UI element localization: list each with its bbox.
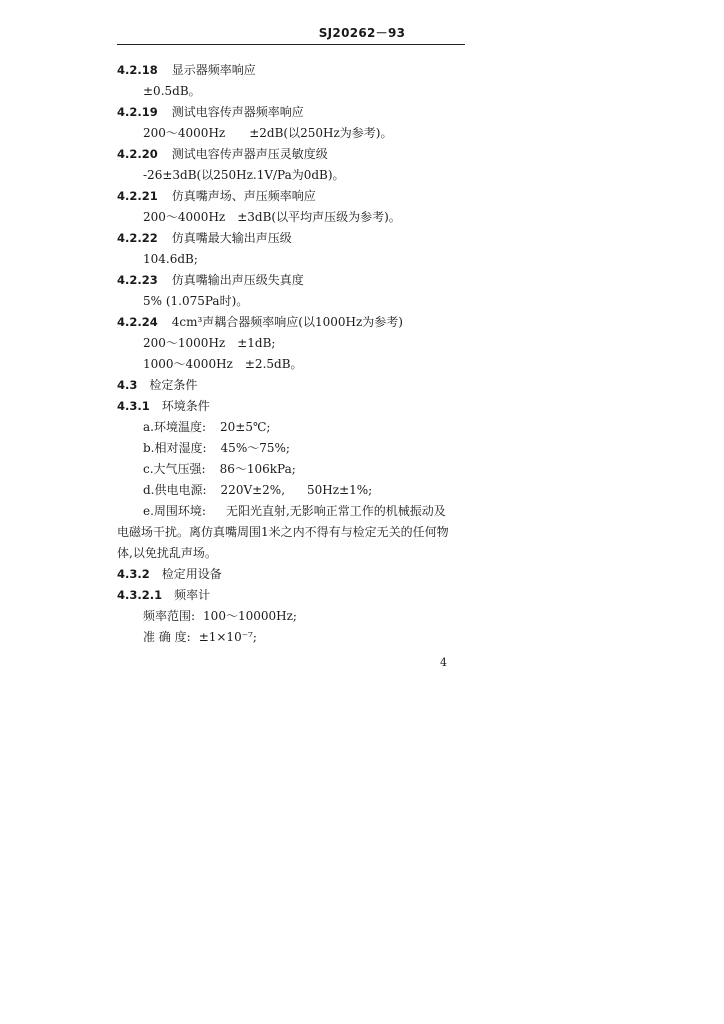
frequency-range: 200～4000Hz <box>143 210 226 224</box>
section-title: 4cm³声耦合器频率响应(以1000Hz为参考) <box>171 315 403 329</box>
condition-item <box>143 419 270 435</box>
condition-label: c.大气压强: <box>143 462 206 476</box>
section-heading <box>117 230 292 246</box>
spec-line <box>143 125 392 141</box>
condition-value: 20±5℃; <box>220 420 271 434</box>
condition-value: 45%～75%; <box>220 441 290 455</box>
section-heading <box>117 398 210 414</box>
spec-label: 频率范围: <box>143 609 196 623</box>
spec-line <box>143 209 401 225</box>
condition-item <box>143 440 290 456</box>
section-number: 4.2.23 <box>117 273 158 287</box>
section-number: 4.3 <box>117 378 138 392</box>
condition-label: e.周围环境: <box>143 504 206 518</box>
frequency-range: 200～4000Hz <box>143 126 226 140</box>
condition-label: b.相对湿度: <box>143 441 207 455</box>
section-title: 测试电容传声器声压灵敏度级 <box>171 147 328 161</box>
section-title: 仿真嘴输出声压级失真度 <box>171 273 304 287</box>
section-heading <box>117 314 403 330</box>
tolerance: ±2dB(以250Hz为参考)。 <box>249 126 393 140</box>
condition-label: a.环境温度: <box>143 420 207 434</box>
spec-line: 104.6dB; <box>143 252 198 266</box>
section-number: 4.3.2 <box>117 567 150 581</box>
section-number: 4.2.19 <box>117 105 158 119</box>
condition-value: 220V±2%, <box>220 483 286 497</box>
section-number: 4.2.20 <box>117 147 158 161</box>
condition-value: 无阳光直射,无影响正常工作的机械振动及 <box>225 504 446 518</box>
page-number: 4 <box>440 656 447 669</box>
section-number: 4.2.22 <box>117 231 158 245</box>
section-number: 4.2.18 <box>117 63 158 77</box>
header-rule <box>117 44 465 45</box>
spec-line <box>143 335 275 351</box>
spec-line: -26±3dB(以250Hz.1V/Pa为0dB)。 <box>143 168 345 182</box>
section-heading <box>117 377 197 393</box>
condition-item <box>143 482 372 498</box>
condition-value-frequency: 50Hz±1%; <box>307 483 373 497</box>
spec-label: 准 确 度: <box>143 630 191 644</box>
section-heading <box>117 146 328 162</box>
document-code-header: SJ20262－93 <box>318 26 406 40</box>
spec-line: 5% (1.075Pa时)。 <box>143 294 249 308</box>
condition-item <box>143 503 446 519</box>
spec-item <box>143 629 257 645</box>
section-title: 环境条件 <box>161 399 210 413</box>
paragraph-continuation: 电磁场干扰。离仿真嘴周围1米之内不得有与检定无关的任何物 <box>117 525 449 539</box>
section-title: 检定用设备 <box>161 567 222 581</box>
tolerance: ±2.5dB。 <box>244 357 303 371</box>
section-title: 检定条件 <box>149 378 198 392</box>
spec-value: 100～10000Hz; <box>203 609 297 623</box>
section-number: 4.3.1 <box>117 399 150 413</box>
section-title: 仿真嘴最大输出声压级 <box>171 231 292 245</box>
section-heading <box>117 62 256 78</box>
frequency-range: 1000～4000Hz <box>143 357 233 371</box>
section-number: 4.3.2.1 <box>117 588 163 602</box>
frequency-range: 200～1000Hz <box>143 336 226 350</box>
spec-line: ±0.5dB。 <box>143 84 201 98</box>
section-title: 仿真嘴声场、声压频率响应 <box>171 189 316 203</box>
section-heading <box>117 272 304 288</box>
paragraph-continuation: 体,以免扰乱声场。 <box>117 546 217 560</box>
condition-item <box>143 461 296 477</box>
section-title: 测试电容传声器频率响应 <box>171 105 304 119</box>
condition-label: d.供电电源: <box>143 483 207 497</box>
section-heading <box>117 104 304 120</box>
section-title: 频率计 <box>174 588 211 602</box>
spec-line <box>143 356 303 372</box>
section-title: 显示器频率响应 <box>171 63 256 77</box>
tolerance: ±1dB; <box>237 336 276 350</box>
section-heading <box>117 587 210 603</box>
section-number: 4.2.21 <box>117 189 158 203</box>
section-number: 4.2.24 <box>117 315 158 329</box>
section-heading <box>117 566 222 582</box>
spec-value: ±1×10⁻⁷; <box>198 630 257 644</box>
condition-value: 86～106kPa; <box>219 462 296 476</box>
section-heading <box>117 188 316 204</box>
tolerance: ±3dB(以平均声压级为参考)。 <box>237 210 401 224</box>
spec-item <box>143 608 297 624</box>
